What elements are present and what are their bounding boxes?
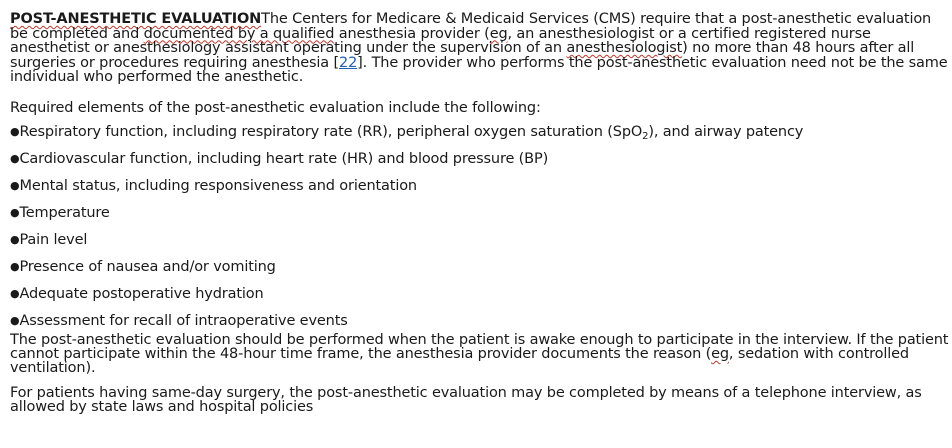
subscript: 2 <box>642 130 649 142</box>
intro-text-2: anesthesia provider ( <box>334 25 490 42</box>
spellcheck-word[interactable]: eg <box>489 25 508 42</box>
section-heading: POST-ANESTHETIC EVALUATION <box>10 11 262 27</box>
list-item-text: Cardiovascular function, including heart rate (HR) and blood pressure (BP) <box>19 150 549 167</box>
list-item <box>10 285 952 312</box>
required-elements-intro: Required elements of the post-anesthetic evaluation include the following: <box>10 99 541 116</box>
evaluation-timing-paragraph <box>10 333 952 375</box>
list-item-text: Pain level <box>19 231 88 248</box>
list-item-text: Presence of nausea and/or vomiting <box>19 258 276 275</box>
bullet-icon: ● <box>10 313 20 327</box>
evaluation-text-2: , sedation with controlled ventilation). <box>10 345 909 376</box>
intro-text-4: ) no more than 48 hours after all surgeries or procedures requiring anesthesia [ <box>10 40 915 71</box>
bullet-icon: ● <box>10 124 20 138</box>
list-item-text: Mental status, including responsiveness and orientation <box>19 177 417 194</box>
bullet-icon: ● <box>10 286 20 300</box>
list-item-text: Adequate postoperative hydration <box>19 285 264 302</box>
bullet-icon: ● <box>10 205 20 219</box>
list-item-text: Assessment for recall of intraoperative events <box>19 312 348 329</box>
required-elements-list <box>10 123 952 339</box>
bullet-icon: ● <box>10 232 20 246</box>
list-item <box>10 204 952 231</box>
list-item <box>10 258 952 285</box>
spellcheck-word[interactable]: documented by a qualified <box>143 25 335 42</box>
list-item-text: ), and airway patency <box>648 123 804 140</box>
list-item-text: Respiratory function, including respiratory rate (RR), peripheral oxygen saturation (SpO <box>19 123 643 140</box>
list-item <box>10 177 952 204</box>
spellcheck-word[interactable]: anesthesiologist <box>566 40 683 57</box>
reference-link[interactable]: 22 <box>339 54 358 71</box>
bullet-icon: ● <box>10 151 20 165</box>
intro-text-5: ]. The provider who performs the post-anesthetic evaluation need not be the same individual who performed the anesthetic. <box>10 54 948 86</box>
intro-text-3: , an anesthesiologist or a certified registered nurse anesthetist or anesthesiology assistant operating under the supervision of an <box>10 25 871 57</box>
list-item <box>10 150 952 177</box>
intro-text-1: The Centers for Medicare & Medicaid Services (CMS) require that a post-anesthetic evaluation be completed and <box>10 11 932 42</box>
evaluation-text-1: The post-anesthetic evaluation should be performed when the patient is awake enough to participate in the interview. If the patient cannot participate within the 48-hour time frame, the anesthesia provider documents the reason ( <box>10 331 949 362</box>
spellcheck-word[interactable]: eg <box>711 345 729 362</box>
bullet-icon: ● <box>10 178 20 192</box>
same-day-surgery-paragraph: For patients having same-day surgery, the post-anesthetic evaluation may be completed by means of a telephone interview, as allowed by state laws and hospital policies <box>10 384 922 415</box>
intro-paragraph <box>10 12 952 85</box>
bullet-icon: ● <box>10 259 20 273</box>
list-item <box>10 231 952 258</box>
list-item <box>10 123 952 150</box>
list-item-text: Temperature <box>19 204 110 221</box>
